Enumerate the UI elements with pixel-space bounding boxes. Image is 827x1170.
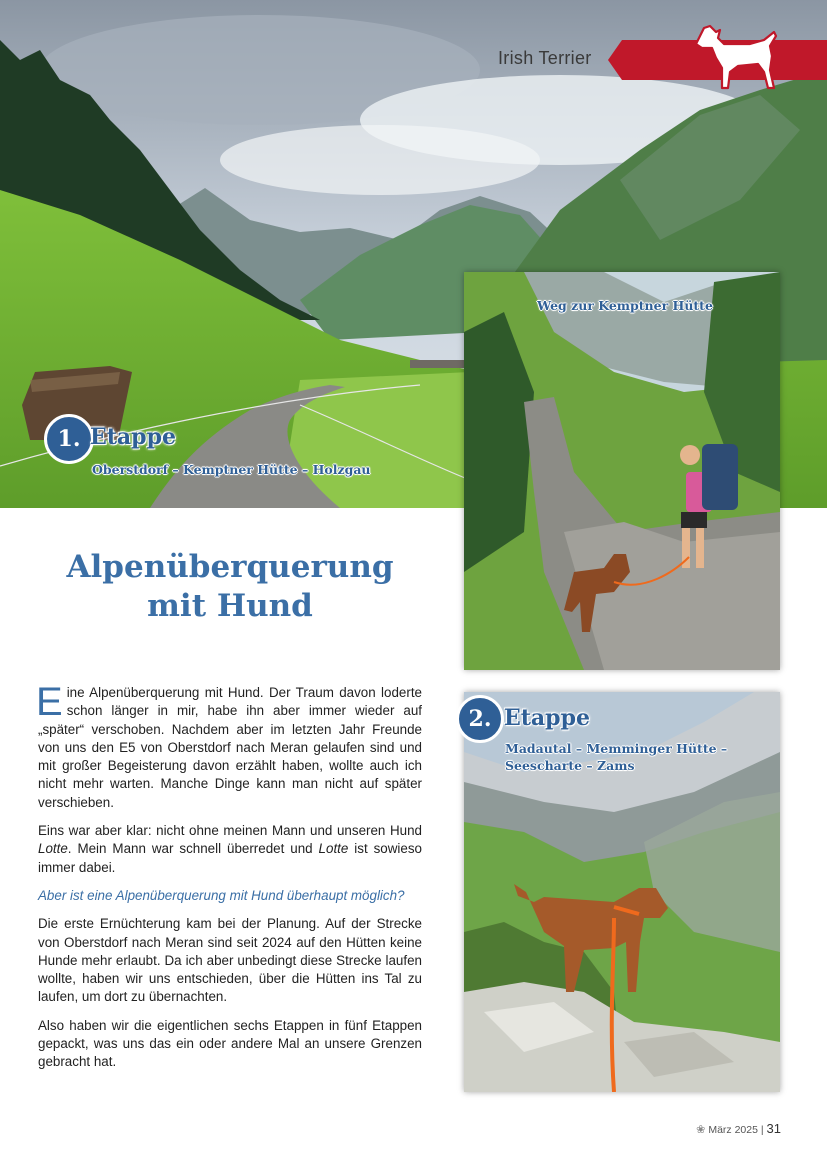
article-headline <box>40 548 420 626</box>
headline-line-1: Alpenüberquerung <box>66 549 394 585</box>
subheading-question: Aber ist eine Alpenüberquerung mit Hund überhaupt möglich? <box>38 887 405 903</box>
stage2-title: Etappe <box>504 705 590 731</box>
photo-trail-kemptner-huette <box>464 272 780 670</box>
page-number: 31 <box>766 1121 781 1136</box>
paragraph-family <box>38 822 422 877</box>
page-footer <box>696 1121 781 1136</box>
article-body <box>36 680 422 1082</box>
stage1-title: Etappe <box>90 424 176 450</box>
drop-cap: E <box>36 680 63 724</box>
stage1-number-badge: 1. <box>44 414 94 464</box>
paw-icon: ❀ <box>696 1124 706 1136</box>
headline-line-2: mit Hund <box>147 588 313 624</box>
paragraph-intro-text: ine Alpenüberquerung mit Hund. Der Traum davon loderte schon länger in mir, habe ihn aber immer wieder auf „später“ verschoben. Nachdem aber im letzten Jahr Freunde von uns den E5 von Oberstdorf nach Meran gelaufen sind und mit großer Begeisterung davon erzählt haben, wollte auch ich nicht mehr warten. Manche Dinge kann man nicht auf später verschieben. <box>38 685 422 810</box>
paragraph-family-part: ist sowieso immer dabei. <box>38 841 422 875</box>
paragraph-planning: Die erste Ernüchterung kam bei der Planung. Auf der Strecke von Oberstdorf nach Meran sind seit 2024 auf den Hütten keine Hunde mehr erlaubt. Da ich aber unbedingt diese Strecke laufen wollte, haben wir uns entschieden, über die Hütten ins Tal zu laufen, um dort zu übernachten. <box>38 916 422 1005</box>
paragraph-family-part: Eins war aber klar: nicht ohne meinen Mann und unseren Hund <box>38 823 422 839</box>
stage2-route: Madautal – Memminger Hütte – Seescharte – Zams <box>505 741 728 773</box>
dog-name: Lotte <box>318 841 349 857</box>
dog-name: Lotte <box>38 841 68 857</box>
paragraph-stages: Also haben wir die eigentlichen sechs Etappen in fünf Etappen gepackt, was uns das ein oder andere Mal an unsere Grenzen gebracht hat. <box>38 1017 422 1070</box>
paragraph-intro <box>36 680 422 812</box>
section-tag-label: Irish Terrier <box>498 48 592 68</box>
photo1-caption: Weg zur Kemptner Hütte <box>537 298 713 313</box>
stage2-number-badge: 2. <box>456 695 504 743</box>
footer-separator: | <box>760 1124 764 1136</box>
stage1-route: Oberstdorf – Kemptner Hütte – Holzgau <box>92 462 371 477</box>
terrier-dog-icon <box>690 22 780 94</box>
paragraph-family-part: . Mein Mann war schnell überredet und <box>67 841 319 857</box>
issue-date: März 2025 <box>708 1124 758 1136</box>
